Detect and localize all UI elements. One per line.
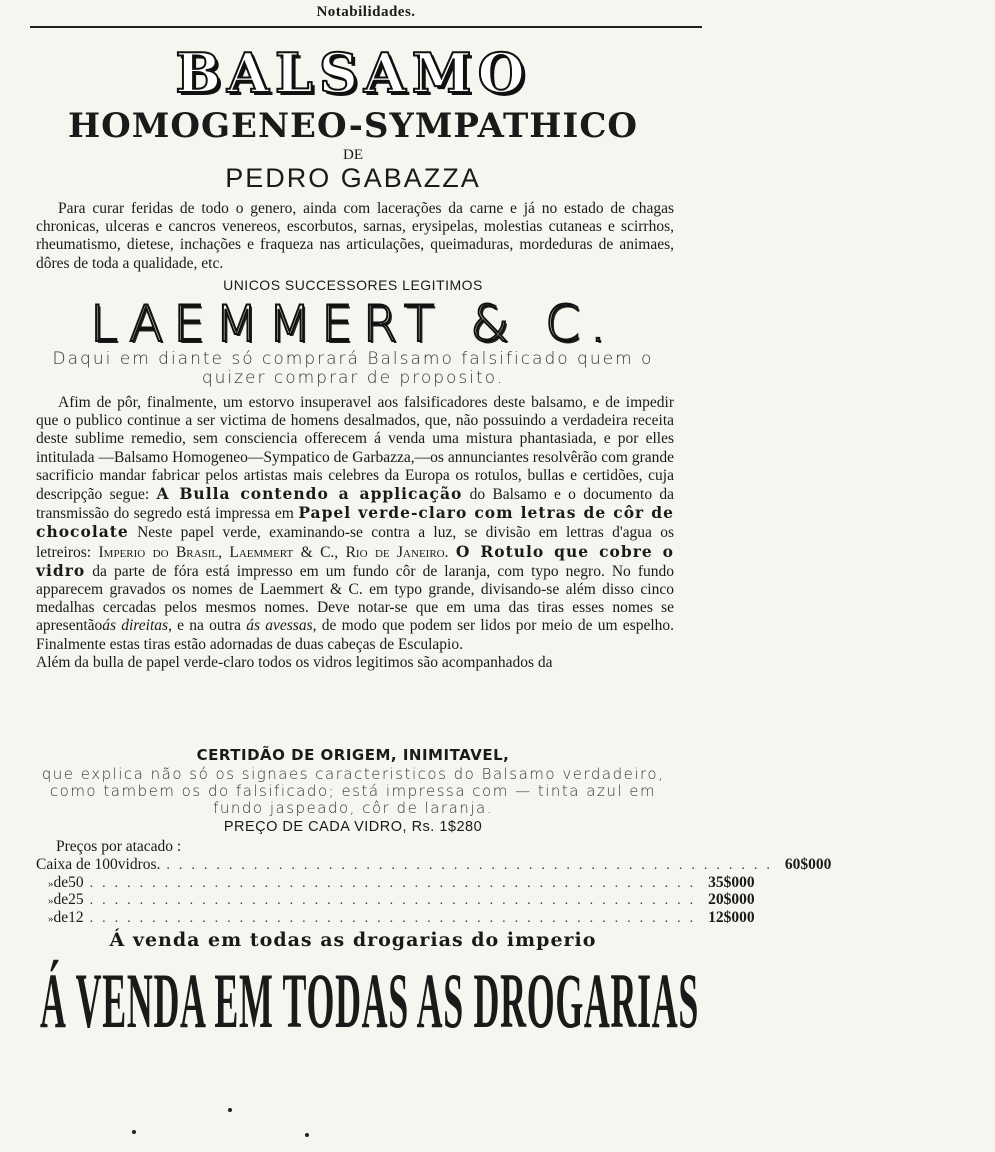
price-qty: 12	[68, 908, 84, 926]
price-row	[36, 873, 755, 892]
sale-notice: Á venda em todas as drogarias do imperio	[109, 929, 597, 951]
sale-banner	[40, 959, 700, 1045]
rotulo-emphasis: O Rotulo que cobre o vidro	[36, 541, 675, 580]
price-row	[36, 891, 755, 909]
page-header: Notabilidades.	[30, 4, 702, 28]
price-qty: 50	[68, 873, 84, 891]
watermark-text: Imperio do Brasil, Laemmert & C., Rio de Janeiro.	[98, 543, 449, 561]
body-text: Afim de pôr, finalmente, um estorvo insuperavel aos falsificadores deste balsamo, e de impedir que o publico continue a ser victima de homens desalmados, que, não possuindo a verdadeira receita deste sublime remedio, sem consciencia offerecem á venda uma mistura phantasiada, e por elles intitulada —Balsamo Homogeneo—Sympatico de Garbazza,—os annunciantes resolvêrão com grande sacrificio mandar fabricar pelos artistas mais celebres da Europa os rotulos, bullas e certidões, cuja descripção segue:	[36, 394, 674, 504]
price-heading: PREÇO DE CADA VIDRO, Rs. 1$280	[223, 819, 483, 835]
body-text: da parte de fóra está impresso em um fundo côr de laranja, com typo negro. No fundo apparecem gravados os nomes de Laemmert & C. em typo grande, divisando-se além disso cinco medalhas cercadas pelos mesmos nomes. Deve notar-se que em uma das tiras esses nomes se apresentão	[36, 562, 675, 635]
body-text: do Balsamo e o documento da transmissão do segredo está impressa em	[36, 486, 675, 523]
main-title: BALSAMO	[175, 41, 531, 105]
price-unit: de	[53, 873, 69, 891]
price-label: Caixa de	[36, 856, 91, 873]
title-de: DE	[343, 147, 363, 163]
dot-leader: .................................................	[166, 858, 779, 873]
subtitle: HOMOGENEO-SYMPATHICO	[68, 106, 638, 146]
ditto-mark: »	[48, 877, 54, 890]
body-text: , e na outra	[168, 617, 241, 635]
ditto-mark: »	[48, 895, 54, 907]
price-row	[36, 908, 755, 927]
price-value: 12$000	[708, 908, 755, 926]
company-name: LAEMMERT & C.	[90, 295, 616, 353]
price-intro: Preços por atacado :	[56, 838, 182, 855]
direitas-italic: ás direitas	[102, 617, 169, 635]
paper-emphasis: Papel verde-claro com letras de côr de chocolate	[36, 503, 674, 542]
price-unit: vidros.	[117, 856, 161, 873]
dot-leader: .................................................	[89, 893, 703, 908]
bulla-emphasis: A Bulla contendo a applicação	[156, 484, 463, 504]
certificate-heading: CERTIDÃO DE ORIGEM, INIMITAVEL,	[196, 746, 510, 764]
sale-banner-text: Á VENDA EM TODAS AS DROGARIAS	[40, 959, 700, 1045]
ink-speck	[228, 1108, 232, 1112]
author-name: PEDRO GABAZZA	[225, 163, 481, 193]
ink-speck	[305, 1133, 309, 1137]
price-value: 35$000	[708, 873, 755, 891]
certificate-text: que explica não só os signaes caracteristicos do Balsamo verdadeiro, como tambem os do falsificado; está impressa com — tinta azul em fundo jaspeado, côr de laranja.	[41, 765, 665, 817]
body-paragraph	[36, 394, 674, 672]
successors-heading: UNICOS SUCCESSORES LEGITIMOS	[223, 277, 483, 293]
price-qty: 100	[94, 856, 118, 873]
dot-leader: .................................................	[89, 875, 703, 891]
price-unit: de	[53, 908, 69, 926]
price-value: 20$000	[708, 891, 755, 908]
price-value: 60$000	[784, 856, 832, 873]
ditto-mark: »	[48, 912, 54, 925]
body-text: Além da bulla de papel verde-claro todos os vidros legitimos são acompanhados da	[36, 653, 553, 671]
price-qty: 25	[68, 891, 84, 908]
price-unit: de	[53, 891, 69, 908]
ink-speck	[132, 1130, 136, 1134]
dot-leader: .................................................	[89, 910, 703, 926]
price-row	[36, 856, 832, 874]
avessas-italic: ás avessas	[246, 617, 313, 635]
warning-text: Daqui em diante só comprará Balsamo falsificado quem o quizer comprar de proposito.	[52, 349, 654, 388]
intro-paragraph: Para curar feridas de todo o genero, ainda com lacerações da carne e já no estado de chagas chronicas, ulceras e cancros venereos, escorbutos, sarnas, erysipelas, molestias cutaneas e scirrhos, rheumatismo, dietese, inchações e fraqueza nas articulações, queimaduras, mordeduras de animaes, dôres de toda a qualidade, etc.	[36, 200, 674, 272]
body-text: Neste papel verde, examinando-se contra a luz, se divisão em lettras d'agua os letreiros:	[36, 524, 674, 561]
price-list	[36, 838, 832, 926]
body-text: , de modo que podem ser lidos por meio de um espelho. Finalmente estas tiras estão adornadas de duas cabeças de Esculapio.	[36, 617, 675, 653]
